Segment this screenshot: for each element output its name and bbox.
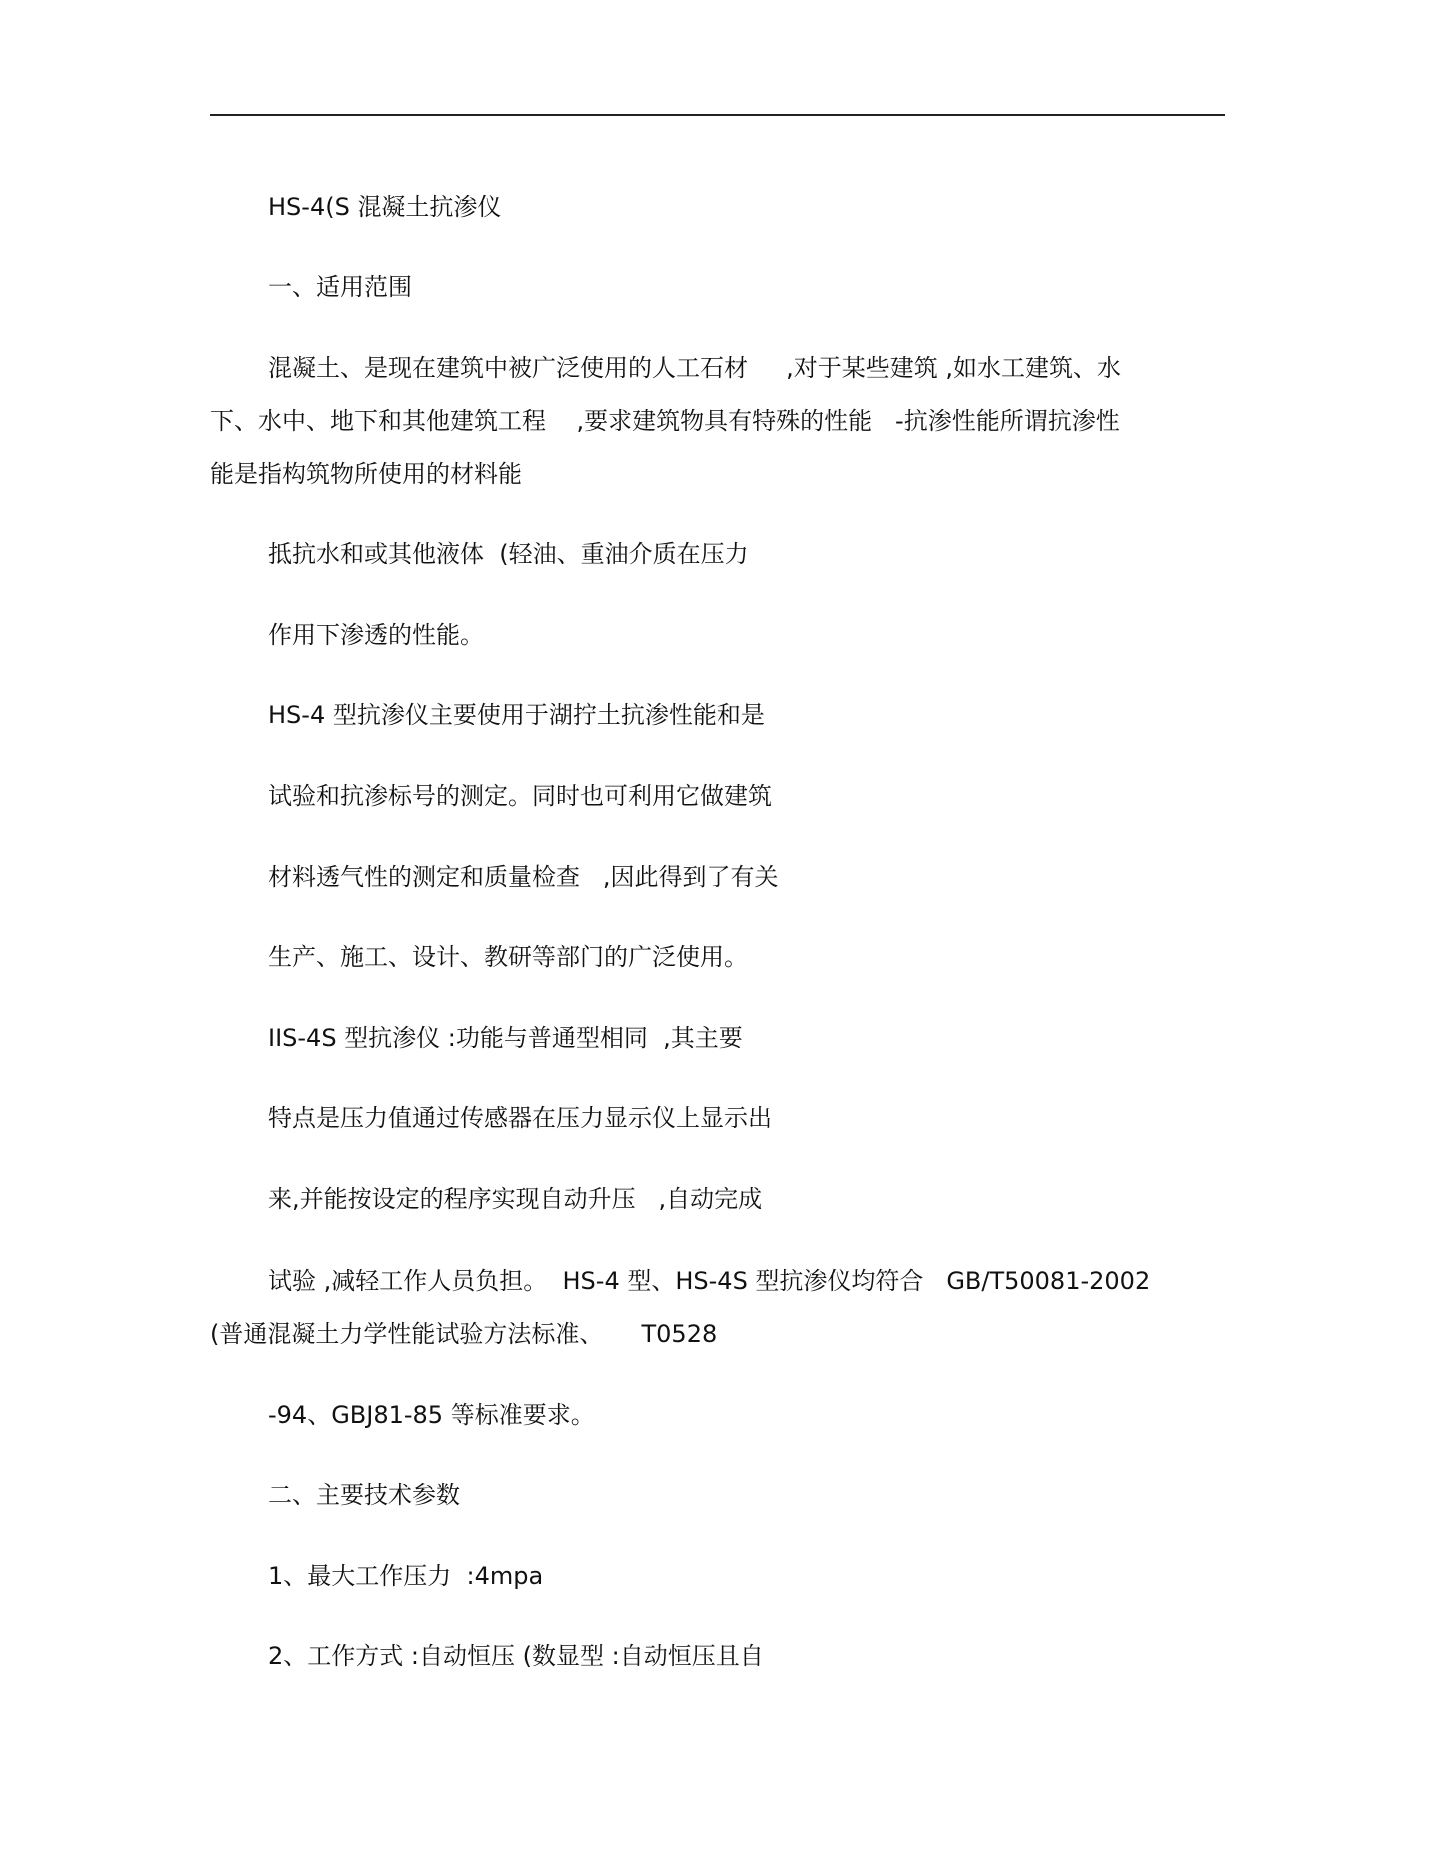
paragraph-line: 作用下渗透的性能。	[268, 621, 484, 649]
section-heading-scope: 一、适用范围	[268, 273, 412, 301]
paragraph-line: 试验 ,减轻工作人员负担。 HS-4 型、HS-4S 型抗渗仪均符合 GB/T50081-2002	[268, 1267, 1151, 1295]
paragraph-line: 混凝土、是现在建筑中被广泛使用的人工石材 ,对于某些建筑 ,如水工建筑、水	[268, 354, 1122, 382]
paragraph-line: 材料透气性的测定和质量检查 ,因此得到了有关	[268, 863, 779, 891]
paragraph-line: IIS-4S 型抗渗仪 :功能与普通型相同 ,其主要	[268, 1024, 743, 1052]
section-heading-parameters: 二、主要技术参数	[268, 1481, 460, 1509]
paragraph-line: 特点是压力值通过传感器在压力显示仪上显示出	[268, 1104, 772, 1132]
paragraph-line: 能是指构筑物所使用的材料能	[210, 460, 522, 488]
paragraph-line: 生产、施工、设计、教研等部门的广泛使用。	[268, 943, 748, 971]
paragraph-line: 下、水中、地下和其他建筑工程 ,要求建筑物具有特殊的性能 -抗渗性能所谓抗渗性	[210, 407, 1120, 435]
header-rule	[210, 114, 1225, 116]
paragraph-line: -94、GBJ81-85 等标准要求。	[268, 1401, 595, 1429]
paragraph-line: HS-4 型抗渗仪主要使用于湖拧土抗渗性能和是	[268, 701, 765, 729]
paragraph-line: 来,并能按设定的程序实现自动升压 ,自动完成	[268, 1185, 763, 1213]
document-title: HS-4(S 混凝土抗渗仪	[268, 193, 502, 221]
paragraph-line: 试验和抗渗标号的测定。同时也可利用它做建筑	[268, 782, 772, 810]
paragraph-line: (普通混凝土力学性能试验方法标准、 T0528	[210, 1320, 718, 1348]
paragraph-line: 抵抗水和或其他液体 (轻油、重油介质在压力	[268, 540, 749, 568]
parameter-item: 1、最大工作压力 :4mpa	[268, 1562, 544, 1590]
parameter-item: 2、工作方式 :自动恒压 (数显型 :自动恒压且自	[268, 1642, 764, 1670]
